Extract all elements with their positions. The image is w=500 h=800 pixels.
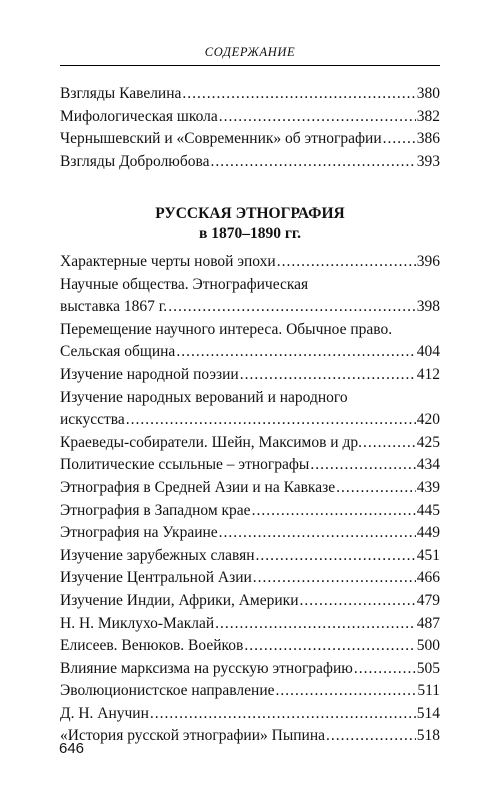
toc-entry-title: выставка 1867 г. [60, 298, 168, 316]
toc-entry-title: Изучение Центральной Азии [60, 569, 252, 587]
toc-entry-line [60, 703, 440, 726]
dot-leader [277, 251, 416, 274]
toc-entry-title: Этнография на Украине [60, 524, 218, 542]
dot-leader [182, 83, 415, 106]
toc-entry-page: 396 [416, 253, 440, 270]
toc-entry-title: Мифологическая школа [60, 107, 218, 125]
dot-leader [383, 128, 416, 151]
toc-entry-page: 479 [416, 591, 440, 609]
dot-leader [176, 341, 415, 364]
page-number: 646 [59, 740, 85, 757]
dot-leader [219, 522, 416, 545]
toc-entry-page: 398 [416, 298, 440, 316]
section-title-line2: в 1870–1890 гг. [198, 225, 302, 242]
toc-entry [60, 635, 440, 658]
toc-entry-line [60, 522, 440, 545]
toc-entry [60, 703, 440, 726]
toc-entry [60, 613, 440, 636]
toc-entry-title: Изучение Индии, Африки, Америки [60, 591, 299, 609]
dot-leader [256, 545, 416, 568]
dot-leader [326, 725, 416, 748]
toc-entry-title: Характерные черты новой эпохи [60, 253, 276, 270]
toc-entry [60, 590, 440, 613]
toc-entry-title: Н. Н. Миклухо-Маклай [60, 614, 215, 632]
dot-leader [252, 500, 416, 523]
toc-entry-line [60, 106, 440, 129]
toc-entry-line [60, 364, 440, 387]
toc-entry-line [60, 432, 440, 455]
toc-entry-page: 514 [416, 704, 440, 722]
toc-entry-title: Изучение зарубежных славян [60, 546, 255, 564]
toc-entry-title: Влияние марксизма на русскую этнографию [60, 659, 353, 677]
toc-entry-line [60, 128, 440, 151]
toc-entry [60, 128, 440, 151]
toc-entry-line [60, 151, 440, 174]
dot-leader [354, 658, 416, 681]
dot-leader [310, 454, 415, 477]
toc-entry-title: Д. Н. Анучин [60, 704, 149, 722]
toc-entry-line [60, 387, 440, 410]
toc-entry-page: 511 [417, 682, 440, 700]
toc-entry-page: 420 [416, 411, 440, 429]
toc-entry-page: 380 [416, 85, 440, 102]
toc-entry [60, 500, 440, 523]
toc-entry-line [60, 83, 440, 106]
toc-entry-page: 518 [416, 727, 440, 745]
toc-entry-title: Изучение народной поэзии [60, 365, 239, 383]
toc-top-list [60, 83, 440, 173]
toc-entry-title: Изучение народных верований и народного [60, 388, 348, 406]
toc-entry-line [60, 635, 440, 658]
toc-entry-line [60, 409, 440, 432]
toc-entry-page: 449 [416, 524, 440, 542]
toc-entry-page: 439 [416, 478, 440, 496]
toc-entry-page: 445 [416, 501, 440, 519]
toc-entry-page: 500 [416, 637, 440, 655]
dot-leader [336, 477, 416, 500]
toc-entry-page: 404 [416, 343, 440, 361]
dot-leader [168, 296, 416, 319]
dot-leader [276, 680, 417, 703]
running-head: СОДЕРЖАНИЕ [204, 45, 296, 59]
dot-leader [211, 151, 416, 174]
section-title-line1: РУССКАЯ ЭТНОГРАФИЯ [155, 205, 345, 222]
toc-entry-title: Взгляды Добролюбова [60, 152, 210, 170]
dot-leader [363, 432, 416, 455]
toc-entry-title: Этнография в Западном крае [60, 501, 251, 519]
toc-entry-line [60, 319, 440, 342]
toc-entry-page: 393 [416, 152, 440, 170]
toc-entry-page: 386 [416, 130, 440, 148]
toc-entry-line [60, 500, 440, 523]
toc-entry-title: Елисеев. Венюков. Воейков [60, 637, 244, 655]
toc-entry [60, 454, 440, 477]
toc-entry-title: Политические ссыльные – этнографы [60, 456, 310, 474]
toc-entry [60, 364, 440, 387]
toc-entry [60, 477, 440, 500]
toc-entry-title: Чернышевский и «Современник» об этнографии [60, 130, 382, 148]
toc-entry-title: Научные общества. Этнографическая [60, 275, 309, 293]
toc-entry-page: 451 [416, 546, 440, 564]
toc-entry-title: «История русской этнографии» Пыпина [60, 727, 325, 745]
toc-entry-line [60, 296, 440, 319]
toc-entry-title: Взгляды Кавелина [60, 85, 182, 102]
toc-entry [60, 680, 440, 703]
toc-entry-line [60, 725, 440, 748]
toc-entry [60, 151, 440, 174]
toc-entry-line [60, 454, 440, 477]
dot-leader [126, 409, 416, 432]
toc-entry-page: 466 [416, 569, 440, 587]
toc-entry-line [60, 680, 440, 703]
toc-entry [60, 83, 440, 106]
toc-entry-page: 434 [416, 456, 440, 474]
dot-leader [150, 703, 416, 726]
toc-entry [60, 545, 440, 568]
toc-main-list [60, 251, 440, 748]
toc-entry-line [60, 545, 440, 568]
toc-entry-line [60, 613, 440, 636]
toc-entry-title: Сельская община [60, 343, 176, 361]
toc-entry-page: 505 [416, 659, 440, 677]
dot-leader [244, 635, 415, 658]
toc-entry-line [60, 477, 440, 500]
toc-entry-line [60, 590, 440, 613]
toc-entry-line [60, 658, 440, 681]
toc-entry [60, 432, 440, 455]
toc-entry-line [60, 251, 440, 274]
toc-entry-page: 487 [416, 614, 440, 632]
toc-entry [60, 251, 440, 274]
toc-entry [60, 567, 440, 590]
toc-entry [60, 106, 440, 129]
toc-entry [60, 658, 440, 681]
toc-entry [60, 387, 440, 432]
toc-entry [60, 725, 440, 748]
toc-entry-title: Эволюционистское направление [60, 682, 275, 700]
toc-entry [60, 319, 440, 364]
toc-entry-line [60, 567, 440, 590]
toc-entry-page: 425 [416, 433, 440, 451]
dot-leader [300, 590, 416, 613]
toc-entry [60, 274, 440, 319]
header-rule [60, 65, 440, 66]
dot-leader [240, 364, 416, 387]
toc-entry-title: Перемещение научного интереса. Обычное право. [60, 320, 393, 338]
dot-leader [219, 106, 416, 129]
toc-entry-page: 382 [416, 107, 440, 125]
toc-entry-page: 412 [416, 365, 440, 383]
dot-leader [253, 567, 416, 590]
toc-entry-title: Краеведы-собиратели. Шейн, Максимов и др. [60, 433, 362, 451]
toc-entry [60, 522, 440, 545]
toc-entry-title: искусства [60, 411, 125, 429]
dot-leader [215, 613, 416, 636]
toc-entry-line [60, 274, 440, 297]
toc-entry-title: Этнография в Средней Азии и на Кавказе [60, 478, 336, 496]
section-title [0, 204, 500, 244]
toc-entry-line [60, 341, 440, 364]
